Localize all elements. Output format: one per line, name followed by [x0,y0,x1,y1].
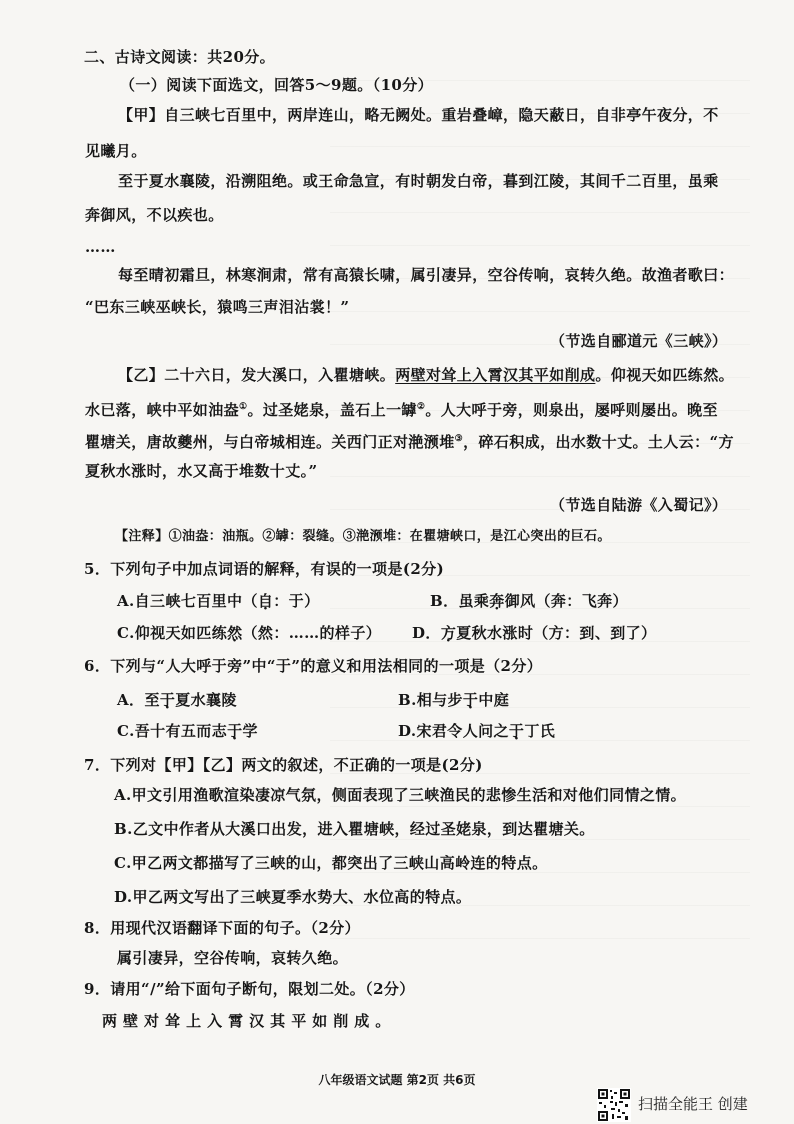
text-span: 【乙】二十六日，发大溪口，入瞿塘峡。 [118,366,396,384]
text-span: C.仰视天如匹练 [117,624,228,642]
question-7-option-c: C.甲乙两文都描写了三峡的山，都突出了三峡山高岭连的特点。 [114,854,548,872]
qr-code-icon [597,1088,631,1122]
text-span: B．虽乘 [430,592,490,610]
note-marker: ② [416,402,426,412]
passage-yi-source: （节选自陆游《入蜀记》） [550,496,728,514]
text-span: A.自三峡七百里中（ [117,592,258,610]
text-span: 御风（奔：飞奔） [504,592,628,610]
text-span: 。人大呼于旁，则泉出，屡呼则屡出。晚至 [425,401,718,419]
emphasized-word: 然 [227,624,243,642]
text-span: 瞿塘关，唐故夔州，与白帝城相连。关西门正对滟滪堆 [85,433,455,451]
text-span: 夏秋水涨时（方：到、到了） [456,624,657,642]
emphasized-word: 于 [462,691,479,709]
emphasized-word: 自 [257,592,274,610]
question-5-stem: 5．下列句子中加点词语的解释，有误的一项是(2分) [84,560,445,578]
notes: 【注释】①油盎：油瓶。②罅：裂缝。③滟滪堆：在瞿塘峡口，是江心突出的巨石。 [115,529,611,544]
underlined-sentence: 两壁对耸上入霄汉其平如削成 [395,366,596,384]
emphasized-word: 于 [508,722,525,740]
text-span: （然：……的样子） [242,624,382,642]
text-span: ，碎石积成，出水数十丈。土人云：“方 [463,433,734,451]
note-marker: ③ [454,434,464,444]
question-5-option-b [430,590,628,612]
question-5-option-a [117,590,319,612]
text-span: 。仰视天如匹练然。 [595,366,735,384]
emphasized-word: 奔 [489,592,505,610]
passage-jia-line: 至于夏水襄陵，沿溯阻绝。或王命急宣，有时朝发白帝，暮到江陵，其间千二百里，虽乘 [118,172,719,190]
text-span: D.宋君令人问之 [398,722,509,740]
passage-yi-line [85,428,734,453]
emphasized-word: 于 [159,691,176,709]
page-footer: 八年级语文试题 第2页 共6页 [318,1073,476,1087]
note-marker: ① [239,402,248,412]
passage-jia-line: 见曦月。 [85,142,147,160]
text-span: 学 [242,722,258,740]
question-8-text: 属引凄异，空谷传响，哀转久绝。 [117,949,349,967]
text-span: D． [412,624,441,642]
question-5-option-d [412,622,656,644]
passage-jia-line: “巴东三峡巫峡长，猿鸣三声泪沾裳！” [85,298,350,316]
question-6-option-b [398,689,509,711]
question-5-option-c [117,622,381,644]
passage-yi-line: 夏秋水涨时，水又高于堆数十丈。” [85,462,318,480]
text-span: B.相与步 [398,691,463,709]
question-7-option-d: D.甲乙两文写出了三峡夏季水势大、水位高的特点。 [114,888,472,906]
passage-jia-line: 每至晴初霜旦，林寒涧肃，常有高猿长啸，属引凄异，空谷传响，哀转久绝。故渔者歌曰： [118,266,735,284]
passage-jia-line: 奔御风，不以疾也。 [85,206,224,224]
question-6-stem: 6．下列与“人大呼于旁”中“于”的意义和用法相同的一项是（2分） [84,657,543,675]
text-span: 。过圣姥泉，盖石上一罅 [247,401,417,419]
question-9-text: 两 壁 对 耸 上 入 霄 汉 其 平 如 削 成 。 [102,1012,391,1030]
scanner-brand-label: 扫描全能王 创建 [638,1095,748,1113]
question-8-stem: 8．用现代汉语翻译下面的句子。（2分） [84,919,360,937]
text-span: A．至 [117,691,160,709]
passage-jia-source: （节选自郦道元《三峡》） [550,332,728,350]
emphasized-word: 于 [227,722,243,740]
question-6-option-d [398,720,555,742]
passage-jia-line: 【甲】自三峡七百里中，两岸连山，略无阙处。重岩叠嶂，隐天蔽日，自非亭午夜分，不 [118,106,719,124]
text-span: C.吾十有五而志 [117,722,228,740]
text-span: ：于） [273,592,320,610]
emphasized-word: 方 [440,624,457,642]
question-7-option-a: A.甲文引用渔歌渲染凄凉气氛，侧面表现了三峡渔民的悲惨生活和对他们同情之情。 [114,786,687,804]
section-title: 二、古诗文阅读：共20分。 [84,48,276,66]
text-span: 夏水襄陵 [175,691,237,709]
question-6-option-c [117,720,258,742]
passage-yi-line [85,396,718,421]
question-7-stem: 7．下列对【甲】【乙】两文的叙述，不正确的一项是(2分) [84,756,483,774]
question-9-stem: 9．请用“/”给下面句子断句，限划二处。（2分） [84,980,415,998]
text-span: 丁氏 [524,722,556,740]
text-span: 中庭 [478,691,510,709]
subsection-title: （一）阅读下面选文，回答5～9题。（10分） [120,76,434,94]
text-span: 水已落，峡中平如油盎 [85,401,240,419]
question-7-option-b: B.乙文中作者从大溪口出发，进入瞿塘峡，经过圣姥泉，到达瞿塘关。 [114,820,595,838]
passage-jia-ellipsis: …… [85,238,116,256]
question-6-option-a [117,689,237,711]
passage-yi-line [118,364,734,386]
